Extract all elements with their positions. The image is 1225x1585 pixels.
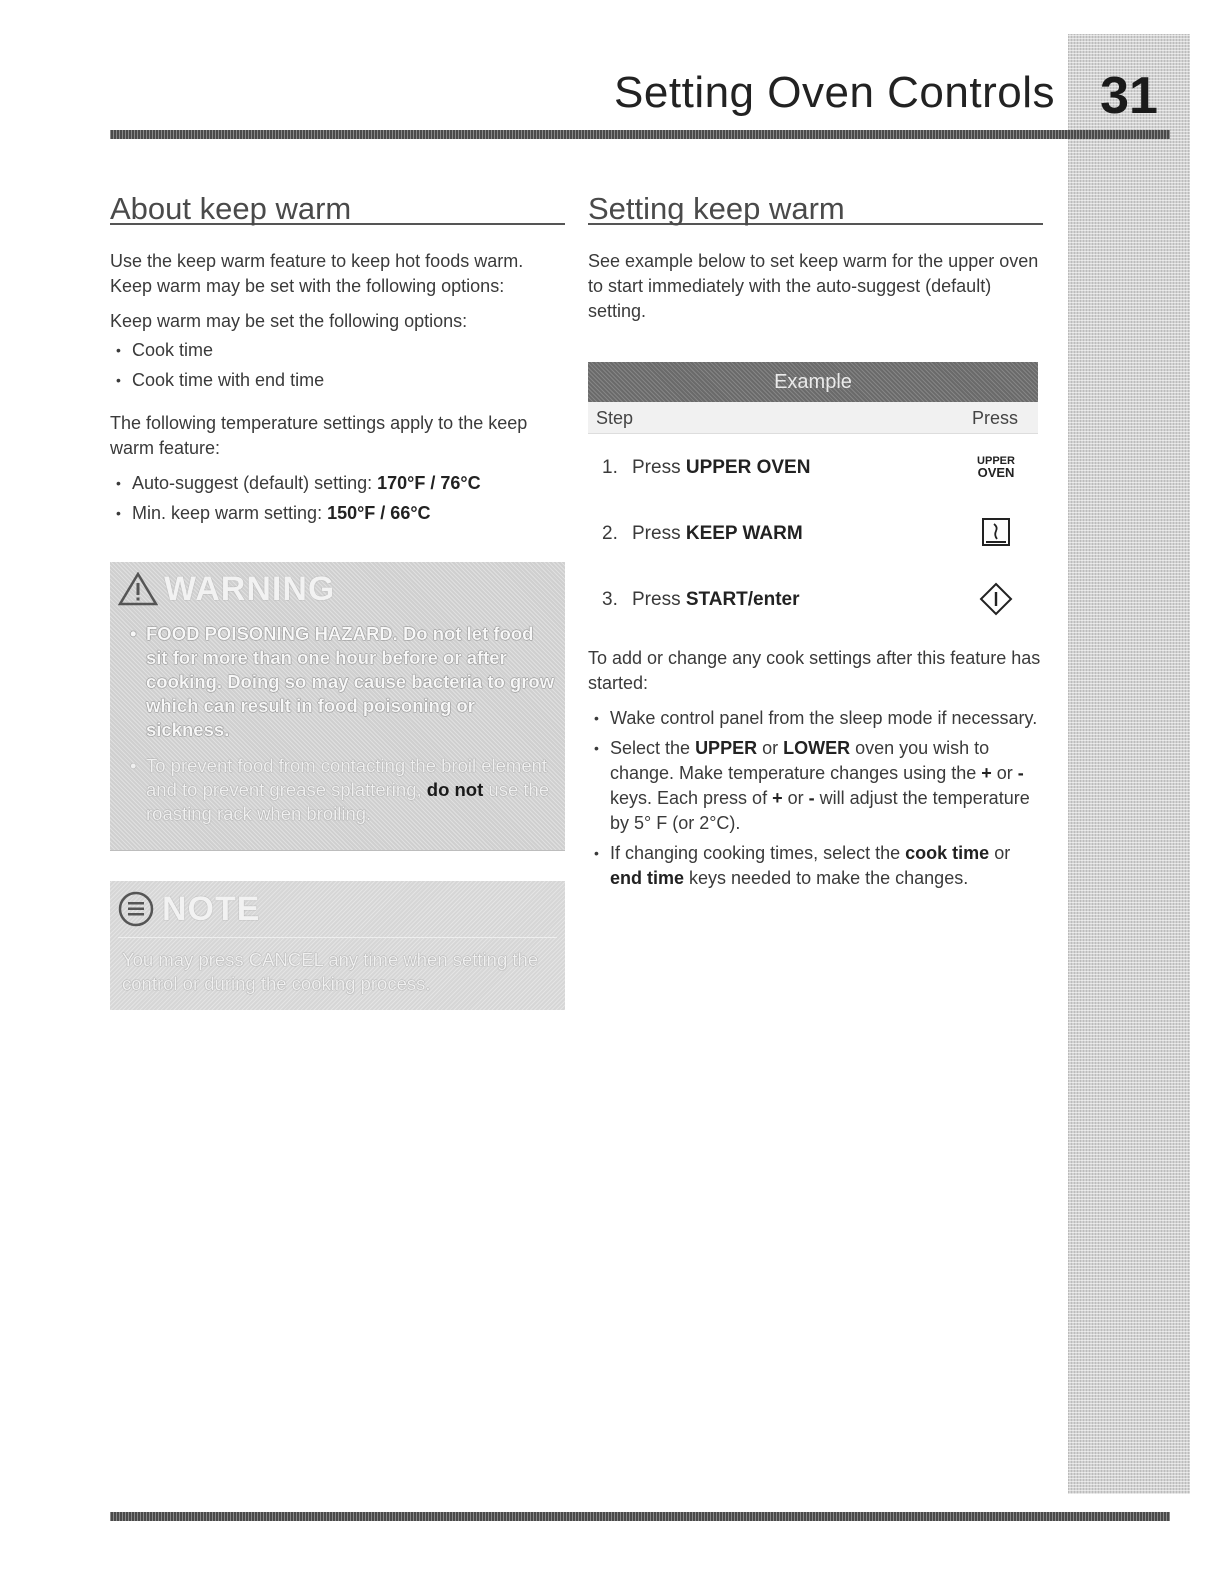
setting-intro: See example below to set keep warm for the upper oven to start immediately with the auto-suggest (default) setting. (588, 251, 1039, 321)
warning-triangle-icon (118, 572, 158, 606)
warning-title: WARNING (164, 569, 336, 608)
step-text: 2. Press KEEP WARM (602, 522, 803, 544)
example-title: Example (588, 362, 1038, 402)
section-title-about-keep-warm: About keep warm (110, 196, 565, 225)
footer-rule (110, 1512, 1170, 1521)
after-start-list (588, 706, 1043, 891)
keep-warm-key-icon (976, 517, 1016, 549)
temps-list (110, 471, 565, 526)
column-step: Step (596, 408, 634, 428)
start-enter-key-icon (976, 582, 1016, 616)
page-number: 31 (1100, 67, 1158, 125)
options-list (110, 338, 565, 393)
list-item: • Wake control panel from the sleep mode if necessary. (588, 706, 1043, 731)
section-title-setting-keep-warm: Setting keep warm (588, 196, 1043, 225)
list-item: • Select the UPPER or LOWER oven you wish to change. Make temperature changes using the + or - keys. Each press of + or - will adjust the temperature by 5° F (or 2°C). (588, 736, 1043, 836)
right-column (588, 191, 1043, 905)
warning-item-food-poisoning: • FOOD POISONING HAZARD. Do not let food sit for more than one hour before or after cooking. Doing so may cause bacteria to grow which can result in food poisoning or sickness. (118, 622, 557, 742)
note-text: You may press CANCEL any time when setting the control or during the cooking process. (122, 949, 539, 994)
table-row (588, 500, 1038, 566)
temp-label: Min. keep warm setting: (132, 503, 328, 523)
options-lead: Keep warm may be set the following options: (110, 311, 468, 331)
after-start-lead: To add or change any cook settings after this feature has started: (588, 648, 1041, 693)
page-edge-tab (1068, 34, 1190, 1494)
step-text: 3. Press START/enter (602, 588, 800, 610)
warning-box (110, 562, 565, 851)
list-item: • Cook time (110, 338, 565, 363)
header-rule (110, 130, 1170, 139)
page-title: Setting Oven Controls (614, 68, 1055, 117)
note-header (118, 891, 557, 938)
temp-value: 150°F / 66°C (327, 503, 431, 523)
upper-oven-key-icon: UPPER OVEN (977, 455, 1015, 480)
list-item (110, 471, 565, 496)
note-icon (118, 891, 154, 927)
temps-lead: The following temperature settings apply to the keep warm feature: (110, 413, 528, 458)
temp-label: Auto-suggest (default) setting: (132, 473, 378, 493)
about-intro: Use the keep warm feature to keep hot foods warm. Keep warm may be set with the following options: (110, 251, 524, 296)
warning-header (118, 569, 557, 608)
example-column-headers (588, 402, 1038, 434)
example-table (588, 362, 1038, 632)
note-title: NOTE (162, 889, 261, 928)
table-row (588, 566, 1038, 632)
temp-value: 170°F / 76°C (377, 473, 481, 493)
table-row (588, 434, 1038, 500)
column-press: Press (971, 408, 1018, 428)
list-item: • If changing cooking times, select the cook time or end time keys needed to make the changes. (588, 841, 1043, 891)
step-text: 1. Press UPPER OVEN (602, 456, 811, 478)
note-box (110, 881, 565, 1010)
left-column (110, 191, 565, 1010)
list-item (110, 501, 565, 526)
warning-item-broil: • To prevent food from contacting the broil element and to prevent grease splattering, do not use the roasting rack when broiling. (118, 754, 557, 826)
list-item: • Cook time with end time (110, 368, 565, 393)
